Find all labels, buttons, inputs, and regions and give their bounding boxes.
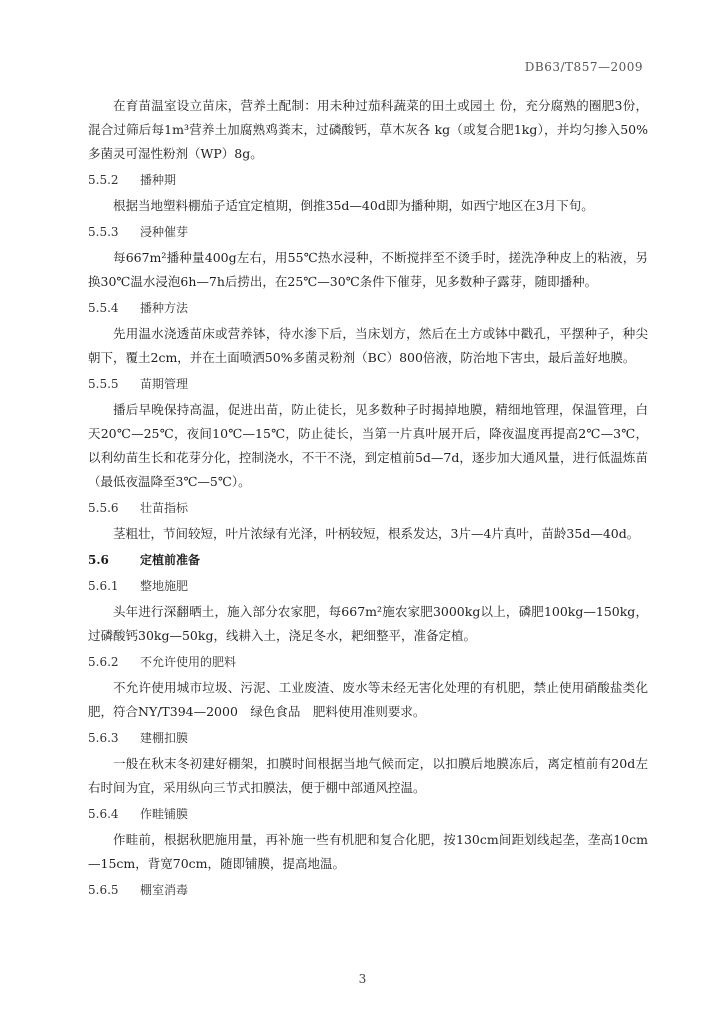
document-code: DB63/T857—2009 bbox=[524, 60, 643, 74]
section-title: 棚室消毒 bbox=[140, 883, 189, 897]
body-paragraph: 一般在秋末冬初建好棚架，扣膜时间根据当地气候而定，以扣膜后地膜冻后，离定植前有20d左右时间为宜，采用纵向三节式扣膜法，便于棚中部通风控温。 bbox=[88, 756, 648, 795]
section-number: 5.5.2 bbox=[88, 173, 119, 187]
section-number: 5.6.2 bbox=[88, 655, 119, 669]
section-title: 定植前准备 bbox=[140, 553, 201, 567]
body-paragraph: 每667m²播种量400g左右，用55℃热水浸种，不断搅拌至不烫手时，搓洗净种皮上的粘液，另换30℃温水浸泡6h—7h后捞出，在25℃—30℃条件下催芽，见多数种子露芽，随即播种。 bbox=[88, 250, 648, 289]
section-title: 不允许使用的肥料 bbox=[140, 655, 237, 669]
section-title: 作畦铺膜 bbox=[140, 807, 189, 821]
section-number: 5.6.4 bbox=[88, 807, 119, 821]
section-number: 5.5.4 bbox=[88, 301, 119, 315]
section-number: 5.6.3 bbox=[88, 731, 119, 745]
section-number: 5.5.3 bbox=[88, 225, 119, 239]
section-title: 浸种催芽 bbox=[140, 225, 189, 239]
body-paragraph: 先用温水浇透苗床或营养钵，待水渗下后，当床划方，然后在土方或钵中戳孔，平摆种子，种尖朝下，覆土2cm，并在土面喷洒50%多菌灵粉剂（BC）800倍液，防治地下害虫，最后盖好地膜。 bbox=[88, 326, 648, 365]
section-title: 播种期 bbox=[140, 173, 177, 187]
section-number: 5.5.6 bbox=[88, 501, 119, 515]
section-number: 5.6.1 bbox=[88, 579, 119, 593]
section-heading bbox=[88, 168, 648, 192]
section-title: 整地施肥 bbox=[140, 579, 189, 593]
body-paragraph: 不允许使用城市垃圾、污泥、工业废渣、废水等未经无害化处理的有机肥，禁止使用硝酸盐类化肥，符合NY/T394—2000 绿色食品 肥料使用准则要求。 bbox=[88, 680, 648, 719]
section-title: 建棚扣膜 bbox=[140, 731, 189, 745]
section-heading bbox=[88, 878, 648, 902]
section-title: 苗期管理 bbox=[140, 377, 189, 391]
section-heading bbox=[88, 574, 648, 598]
page-number: 3 bbox=[358, 972, 367, 986]
body-paragraph: 作畦前，根据秋肥施用量，再补施一些有机肥和复合化肥，按130cm间距划线起垄，垄高10cm—15cm，背宽70cm，随即铺膜，提高地温。 bbox=[88, 832, 648, 871]
section-number: 5.5.5 bbox=[88, 377, 119, 391]
body-paragraph: 根据当地塑料棚茄子适宜定植期，倒推35d—40d即为播种期，如西宁地区在3月下旬。 bbox=[113, 198, 594, 213]
body-paragraph: 播后早晚保持高温，促进出苗，防止徒长，见多数种子时揭掉地膜，精细地管理，保温管理，白天20℃—25℃，夜间10℃—15℃，防止徒长，当第一片真叶展开后，降夜温度再提高2℃—3℃，以利幼苗生长和花芽分化，控制浇水，不干不浇，到定植前5d—7d，逐步加大通风量，进行低温炼苗（最低夜温降至3℃—5℃）。 bbox=[88, 402, 648, 489]
section-heading bbox=[88, 726, 648, 750]
section-heading bbox=[88, 650, 648, 674]
section-heading bbox=[88, 372, 648, 396]
section-title: 播种方法 bbox=[140, 301, 189, 315]
body-paragraph: 在育苗温室设立苗床，营养土配制：用未种过茄科蔬菜的田土或园土 份，充分腐熟的圈肥3份，混合过筛后每1m³营养土加腐熟鸡粪末，过磷酸钙，草木灰各 kg（或复合肥1kg），并均匀掺入50%多菌灵可湿性粉剂（WP）8g。 bbox=[88, 98, 648, 161]
section-heading bbox=[88, 802, 648, 826]
body-paragraph: 茎粗壮，节间较短，叶片浓绿有光泽，叶柄较短，根系发达，3片—4片真叶，苗龄35d—40d。 bbox=[113, 526, 640, 541]
body-paragraph: 头年进行深翻晒土，施入部分农家肥，每667m²施农家肥3000kg以上，磷肥100kg—150kg，过磷酸钙30kg—50kg，线耕入土，浇足冬水，耙细整平，准备定植。 bbox=[88, 604, 648, 643]
section-number: 5.6.5 bbox=[88, 883, 119, 897]
document-body bbox=[88, 94, 648, 904]
section-heading bbox=[88, 496, 648, 520]
section-title: 壮苗指标 bbox=[140, 501, 189, 515]
section-heading bbox=[88, 296, 648, 320]
section-heading bbox=[88, 548, 648, 572]
section-heading bbox=[88, 220, 648, 244]
section-number: 5.6 bbox=[88, 553, 109, 567]
